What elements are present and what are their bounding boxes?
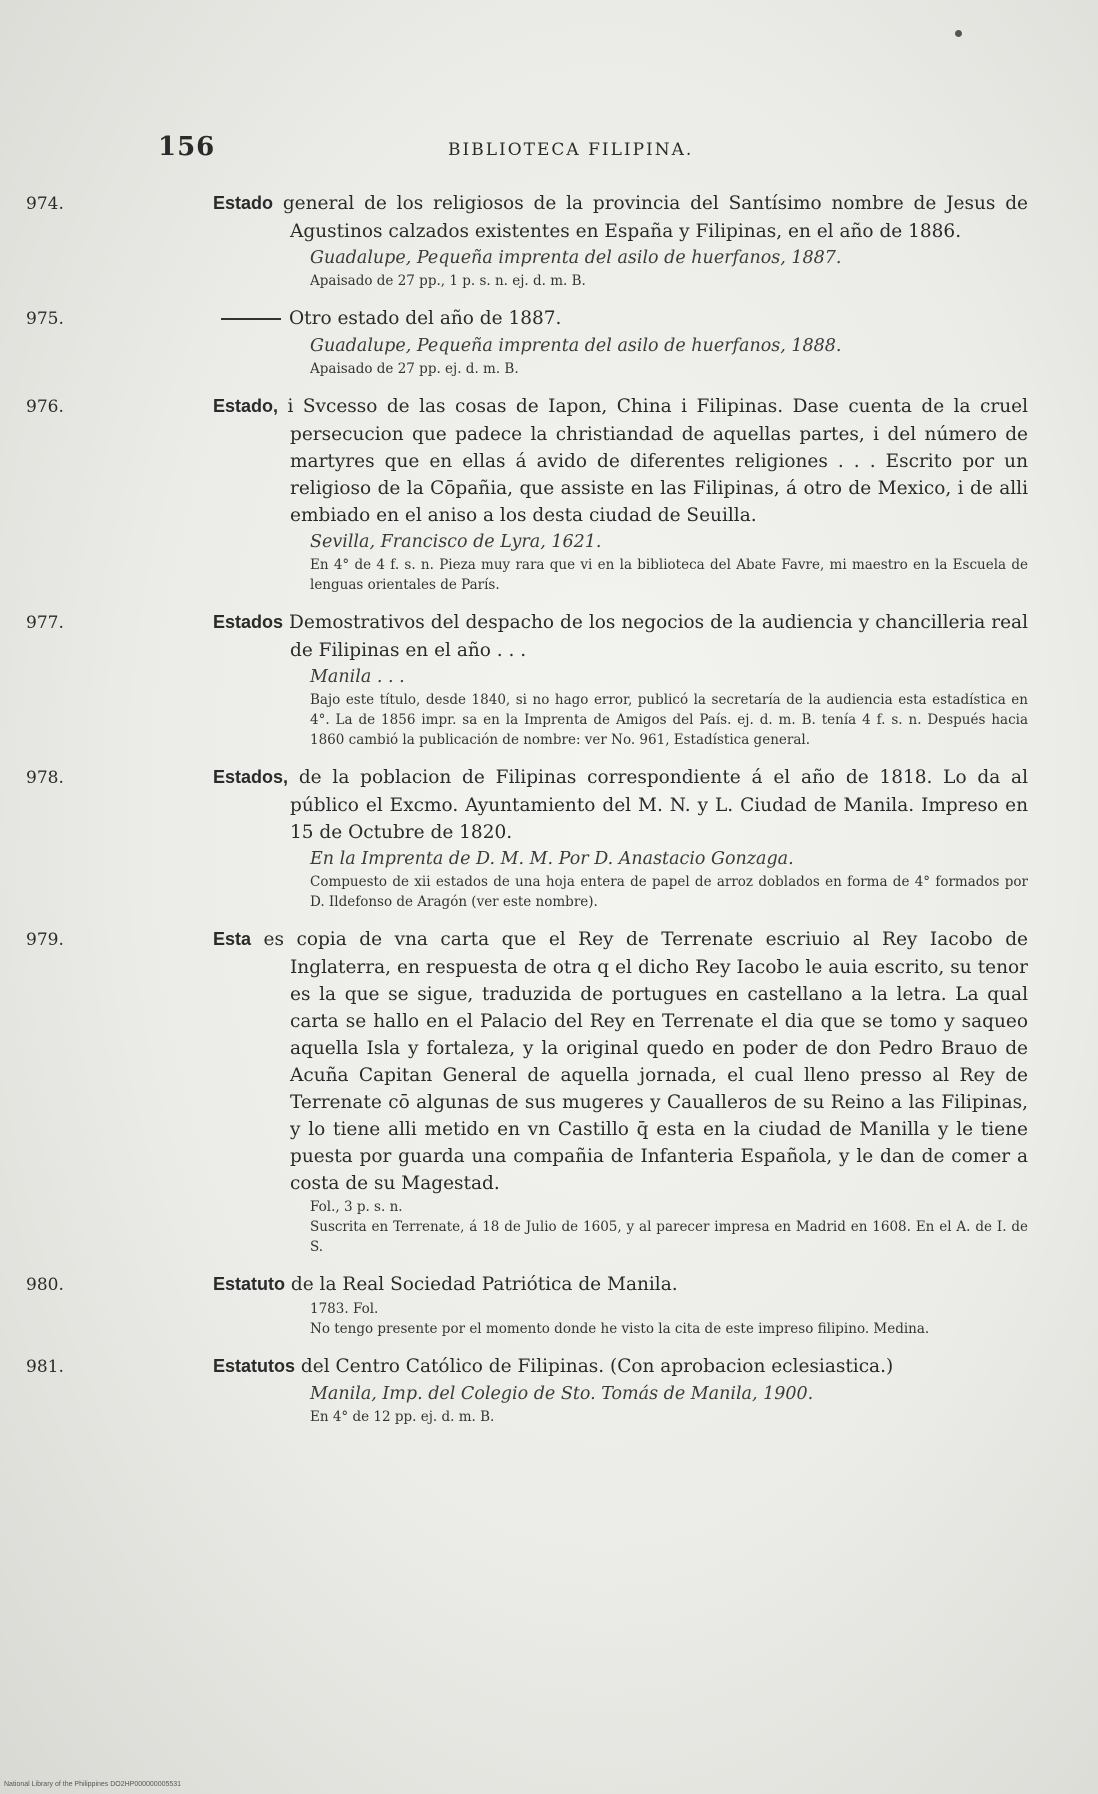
entry-imprint: Manila, Imp. del Colegio de Sto. Tomás de Manila, 1900.	[310, 1384, 814, 1404]
entry-imprint: Sevilla, Francisco de Lyra, 1621.	[310, 532, 602, 552]
entry-975	[26, 305, 1028, 379]
entry-text: es copia de vna carta que el Rey de Terrenate escriuio al Rey Iacobo de Inglaterra, en respuesta de otra q el dicho Rey Iacobo le auia escrito, su tenor es la que se sigue, traduzida de portugues en castellano a la letra. La qual carta se hallo en el Palacio del Rey en Terrenate el dia que se tomo y saqueo aquella Isla y fortaleza, y la original quedo en poder de don Pedro Brauo de Acuña Capitan General de aquella jornada, el cual lleno presso al Rey de Terrenate cō algunas de sus mugeres y Caualleros de su Reino a las Filipinas, y lo tiene alli metido en vn Castillo q̄ esta en la ciudad de Manilla y le tiene puesta por guarda una compañia de Infanteria Española, y le dan de comer a costa de su Magestad.	[263, 929, 1028, 1194]
entry-note: Compuesto de xii estados de una hoja entera de papel de arroz doblados en forma de 4° formados por D. Ildefonso de Aragón (ver este nombre).	[310, 874, 1028, 910]
entry-note: Fol., 3 p. s. n. Suscrita en Terrenate, á 18 de Julio de 1605, y al parecer impresa en Madrid en 1608. En el A. de I. de S.	[310, 1199, 1028, 1255]
entry-977	[26, 609, 1029, 750]
entry-text: de la poblacion de Filipinas correspondiente á el año de 1818. Lo da al público el Excmo. Ayuntamiento del M. N. y L. Ciudad de Manila. Impreso en 15 de Octubre de 1820.	[290, 767, 1028, 843]
entry-note: 1783. Fol. No tengo presente por el momento donde he visto la cita de este impreso filipino. Medina.	[310, 1301, 930, 1337]
entry-980	[26, 1271, 1028, 1339]
library-stamp: National Library of the Philippines DO2HP000000005531	[4, 1781, 182, 1788]
entry-headword: Estado,	[213, 396, 279, 416]
entry-number: 981.	[26, 1357, 64, 1377]
entry-headword: Esta	[213, 929, 252, 949]
entry-imprint: Guadalupe, Pequeña imprenta del asilo de huerfanos, 1887.	[310, 248, 842, 268]
entry-text: Otro estado del año de 1887.	[289, 308, 562, 329]
page-number: 156	[158, 132, 216, 162]
entry-974	[26, 190, 1028, 291]
entry-978	[26, 764, 1028, 912]
ditto-dash	[221, 318, 281, 320]
entry-text: i Svcesso de las cosas de Iapon, China i Filipinas. Dase cuenta de la cruel persecucion que padece la christiandad de aquellas partes, i del número de martyres que en ellas á avido de diferentes religiones . . . Escrito por un religioso de la Cōpañia, que assiste en las Filipinas, á otro de Mexico, i de alli embiado en el aniso a los desta ciudad de Seuilla.	[287, 396, 1028, 526]
entry-headword: Estatuto	[213, 1274, 285, 1294]
entry-number: 974.	[26, 194, 64, 214]
entry-headword: Estatutos	[213, 1356, 296, 1376]
entry-imprint: En la Imprenta de D. M. M. Por D. Anastacio Gonzaga.	[310, 849, 794, 869]
entry-number: 976.	[26, 397, 64, 417]
entry-note: En 4° de 4 f. s. n. Pieza muy rara que vi en la biblioteca del Abate Favre, mi maestro en la Escuela de lenguas orientales de París.	[310, 557, 1028, 593]
entry-number: 975.	[26, 309, 64, 329]
entry-number: 979.	[26, 930, 64, 950]
page-header	[158, 132, 1018, 172]
entry-text: del Centro Católico de Filipinas. (Con aprobacion eclesiastica.)	[300, 1356, 894, 1377]
speck-mark	[955, 30, 962, 37]
entry-note: En 4° de 12 pp. ej. d. m. B.	[310, 1409, 495, 1425]
entry-text: Demostrativos del despacho de los negocios de la audiencia y chancilleria real de Filipinas en el año . . .	[289, 612, 1029, 661]
running-title: BIBLIOTECA FILIPINA.	[448, 140, 694, 160]
entry-note: Apaisado de 27 pp. ej. d. m. B.	[310, 361, 519, 377]
entry-text: general de los religiosos de la provincia del Santísimo nombre de Jesus de Agustinos calzados existentes en España y Filipinas, en el año de 1886.	[282, 193, 1028, 242]
entry-number: 978.	[26, 768, 64, 788]
entry-number: 977.	[26, 613, 64, 633]
entry-headword: Estado	[213, 193, 274, 213]
entry-text: de la Real Sociedad Patriótica de Manila.	[290, 1274, 678, 1295]
entry-headword: Estados	[213, 612, 284, 632]
entry-imprint: Manila . . .	[310, 667, 405, 687]
entry-number: 980.	[26, 1275, 64, 1295]
entry-headword: Estados,	[213, 767, 289, 787]
entries-list	[26, 190, 1029, 1441]
entry-976	[26, 393, 1028, 595]
entry-note: Bajo este título, desde 1840, si no hago error, publicó la secretaría de la audiencia esta estadística en 4°. La de 1856 impr. sa en la Imprenta de Amigos del País. ej. d. m. B. tenía 4 f. s. n. Después hacia 1860 cambió la publicación de nombre: ver No. 961, Estadística general.	[310, 692, 1028, 748]
entry-979	[26, 926, 1028, 1257]
entry-imprint: Guadalupe, Pequeña imprenta del asilo de huerfanos, 1888.	[310, 336, 842, 356]
entry-note: Apaisado de 27 pp., 1 p. s. n. ej. d. m. B.	[310, 273, 586, 289]
entry-981	[26, 1353, 1028, 1427]
